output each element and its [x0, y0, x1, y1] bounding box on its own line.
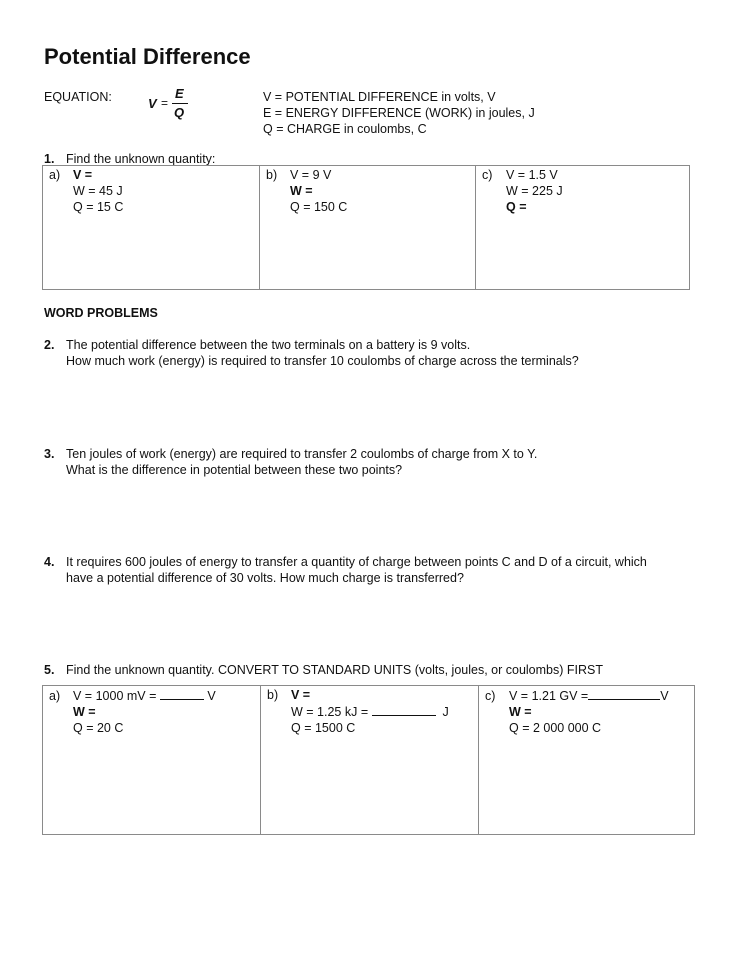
cell-line: Q = 1500 C [291, 721, 356, 735]
unit-label: J [442, 705, 449, 719]
q1-cell-a[interactable] [43, 166, 260, 290]
cell-line: Q = [506, 200, 527, 214]
question-3 [44, 446, 537, 478]
cell-line: W = [73, 705, 96, 719]
q1-cell-b[interactable] [260, 166, 476, 290]
question-text: Find the unknown quantity: [66, 152, 216, 166]
definition-q: Q = CHARGE in coulombs, C [263, 122, 427, 136]
cell-line: Q = 15 C [73, 200, 124, 214]
unit-label: V [207, 689, 216, 703]
equation-formula [148, 86, 198, 126]
cell-line: V = [73, 168, 93, 182]
variable-definitions [263, 89, 535, 137]
equation-label: EQUATION: [44, 90, 112, 104]
unit-label: V [660, 689, 669, 703]
cell-line: V = 1.21 GV = [509, 689, 589, 703]
cell-line: Q = 2 000 000 C [509, 721, 602, 735]
cell-label: c) [482, 168, 493, 182]
cell-line: V = 1000 mV = [73, 689, 160, 703]
cell-label: a) [49, 168, 61, 182]
word-problems-heading: WORD PROBLEMS [44, 306, 158, 320]
cell-label: b) [266, 168, 278, 182]
cell-line: V = 9 V [290, 168, 332, 182]
cell-line: V = 1.5 V [506, 168, 558, 182]
answer-blank[interactable] [160, 687, 204, 700]
fraction-bar [172, 103, 188, 104]
question-text: How much work (energy) is required to transfer 10 coulombs of charge across the terminals? [66, 354, 579, 368]
question-2 [44, 337, 579, 369]
cell-line: W = [509, 705, 532, 719]
question-5-prompt [44, 662, 603, 678]
cell-label: a) [49, 689, 61, 703]
question-text: It requires 600 joules of energy to transfer a quantity of charge between points C and D of a circuit, which [66, 555, 647, 569]
question-1-table [42, 165, 690, 290]
equation-lhs: V [148, 96, 157, 111]
question-text: The potential difference between the two terminals on a battery is 9 volts. [66, 338, 471, 352]
cell-line: W = 225 J [506, 184, 563, 198]
question-number: 3. [44, 447, 55, 461]
equation-denominator: Q [174, 105, 185, 120]
q5-cell-c[interactable] [479, 686, 695, 835]
equation-equals: = [161, 96, 169, 110]
definition-v: V = POTENTIAL DIFFERENCE in volts, V [263, 90, 496, 104]
cell-label: c) [485, 689, 496, 703]
question-number: 4. [44, 555, 55, 569]
question-5-table [42, 685, 695, 835]
page-title: Potential Difference [44, 44, 251, 69]
question-number: 1. [44, 152, 55, 166]
question-text: What is the difference in potential between these two points? [66, 463, 403, 477]
answer-blank[interactable] [372, 703, 436, 716]
equation-numerator: E [175, 86, 184, 101]
cell-line: W = 45 J [73, 184, 123, 198]
question-number: 5. [44, 663, 55, 677]
q5-cell-b[interactable] [261, 686, 479, 835]
cell-line: V = [291, 688, 311, 702]
definition-e: E = ENERGY DIFFERENCE (WORK) in joules, J [263, 106, 535, 120]
cell-line: Q = 150 C [290, 200, 348, 214]
question-text: Ten joules of work (energy) are required to transfer 2 coulombs of charge from X to Y. [66, 447, 538, 461]
question-text: Find the unknown quantity. CONVERT TO STANDARD UNITS (volts, joules, or coulombs) FIRST [66, 663, 603, 677]
cell-line: W = 1.25 kJ = [291, 705, 372, 719]
question-4 [44, 554, 647, 586]
cell-label: b) [267, 688, 279, 702]
question-text: have a potential difference of 30 volts. How much charge is transferred? [66, 571, 464, 585]
cell-line: Q = 20 C [73, 721, 124, 735]
answer-blank[interactable] [588, 687, 660, 700]
q5-cell-a[interactable] [43, 686, 261, 835]
question-number: 2. [44, 338, 55, 352]
cell-line: W = [290, 184, 313, 198]
q1-cell-c[interactable] [476, 166, 690, 290]
